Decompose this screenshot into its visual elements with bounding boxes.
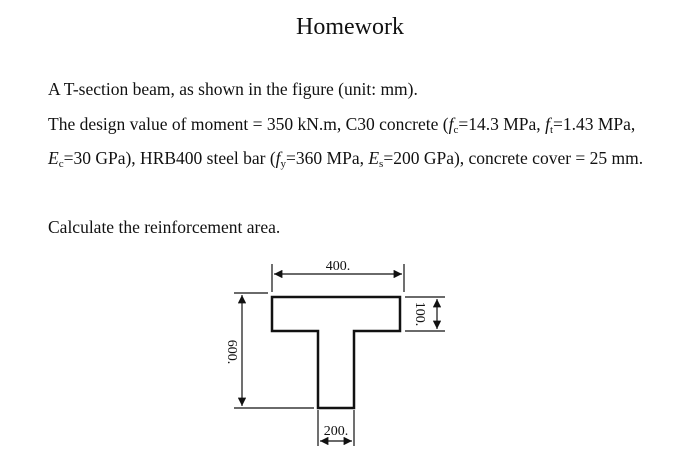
es-subscript: s — [379, 158, 384, 170]
flange-depth-label: 100. — [412, 301, 427, 327]
ec-symbol: E — [48, 148, 59, 168]
ft-symbol: f — [545, 114, 550, 134]
task-text: Calculate the reinforcement area. — [48, 217, 281, 237]
fc-symbol: f — [448, 114, 454, 134]
ft-subscript: t — [549, 124, 553, 136]
intro-text: A T-section beam, as shown in the figure (unit: mm). — [48, 79, 418, 99]
web-width-label: 200. — [323, 424, 349, 439]
ec-subscript: c — [58, 158, 64, 170]
total-height-dimension — [234, 293, 314, 408]
given-text-3: =1.43 MPa, — [553, 114, 636, 134]
fy-subscript: y — [280, 158, 287, 170]
fc-subscript: c — [453, 124, 459, 136]
given-text-4: =30 GPa), HRB400 steel bar ( — [63, 148, 276, 168]
total-height-label: 600. — [224, 339, 239, 365]
fy-symbol: f — [275, 148, 281, 168]
given-text-1: The design value of moment = 350 kN.m, C30 concrete ( — [48, 114, 449, 134]
flange-width-label: 400. — [325, 259, 351, 274]
es-symbol: E — [368, 148, 380, 168]
given-text-6: =200 GPa), concrete cover = 25 mm. — [383, 148, 644, 168]
given-text-2: =14.3 MPa, — [458, 114, 546, 134]
given-text-5: =360 MPa, — [286, 148, 369, 168]
page-title: Homework — [296, 14, 404, 40]
t-section-outline — [272, 297, 400, 408]
